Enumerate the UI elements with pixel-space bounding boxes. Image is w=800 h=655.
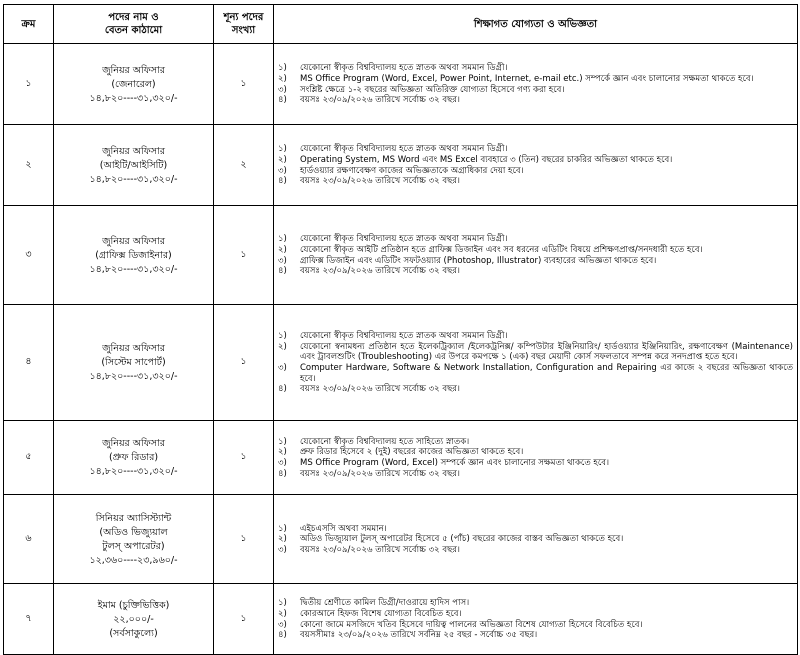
qualification-text: যেকোনো স্বীকৃত বিশ্ববিদ্যালয় হতে স্নাতক অথবা সমমান ডিগ্রী। <box>300 63 508 74</box>
table-row <box>4 421 798 495</box>
post-name-line: (অডিও ভিজ্যুয়াল <box>99 526 168 538</box>
job-circular-sheet <box>3 4 797 641</box>
qualification-text: বয়সঃ ২৩/০৯/২০২৬ তারিখে সর্বোচ্চ ৩২ বছর। <box>300 176 460 187</box>
qualification-item <box>276 630 793 641</box>
qualification-item <box>276 609 793 620</box>
qualification-text: দ্বিতীয় শ্রেণীতে কামিল ডিগ্রী/দাওরায়ে হাদিস পাস। <box>300 598 470 609</box>
qualification-cell <box>274 421 798 495</box>
qualification-text: MS Office Program (Word, Excel) সম্পর্কে জ্ঞান এবং চালানোর সক্ষমতা থাকতে হবে। <box>300 458 610 468</box>
qualification-cell <box>274 206 798 305</box>
qualification-item <box>276 437 793 448</box>
qualification-text: যেকোনো স্বীকৃত বিশ্ববিদ্যালয় হতে স্নাতক অথবা সমমান ডিগ্রী। <box>300 331 508 342</box>
post-name-cell <box>54 305 214 421</box>
vacancy-count-cell: ১ <box>214 206 274 305</box>
qualification-number: ২) <box>278 447 287 458</box>
qualification-text: বয়সসীমাঃ ২৩/০৯/২০২৬ তারিখে সর্বনিম্ন ২৫ বছর - সর্বোচ্চ ৩৫ বছর। <box>300 630 538 641</box>
table-row <box>4 584 798 655</box>
qualification-text: কোনো জামে মসজিদে খতিব হিসেবে দায়িত্ব পালনের অভিজ্ঞতা বিশেষ যোগ্যতা হিসেবে বিবেচিত হবে। <box>300 619 643 630</box>
qualification-text: যেকোনো স্বীকৃত বিশ্ববিদ্যালয় হতে সাহিত্যে স্নাতক। <box>300 436 470 447</box>
qualification-item <box>276 144 793 155</box>
qualification-cell <box>274 125 798 206</box>
post-name-line: জুনিয়র অফিসার <box>102 145 165 157</box>
qualification-number: ১) <box>278 63 287 74</box>
header-post-name-line2: বেতন কাঠামো <box>104 25 163 36</box>
qualification-number: ৩) <box>278 619 287 630</box>
qualification-number: ৩) <box>278 255 287 266</box>
qualification-cell <box>274 305 798 421</box>
qualification-item <box>276 469 793 480</box>
qualification-item <box>276 524 793 535</box>
salary-scale: ১২,৩৬০----২৩,৯৬০/- <box>89 554 178 566</box>
table-row <box>4 44 798 125</box>
qualification-number: ২) <box>278 534 287 545</box>
qualification-text: বয়সঃ ২৩/০৯/২০২৬ তারিখে সর্বোচ্চ ৩২ বছর। <box>300 468 460 479</box>
qualification-number: ৪) <box>278 266 287 277</box>
qualification-number: ২) <box>278 154 287 165</box>
qualification-item <box>276 63 793 74</box>
post-name-line: জুনিয়র অফিসার <box>102 235 165 247</box>
post-name-line: (প্রুফ রিডার) <box>108 452 159 463</box>
qualification-item <box>276 363 793 384</box>
post-name-cell <box>54 125 214 206</box>
vacancy-count-cell: ১ <box>214 421 274 495</box>
qualification-text: সংশ্লিষ্ট ক্ষেত্রে ১-২ বছরের অভিজ্ঞতা অতিরিক্ত যোগ্যতা হিসেবে গণ্য করা হবে। <box>300 84 565 95</box>
qualification-text: বয়সঃ ২৩/০৯/২০২৬ তারিখে সর্বোচ্চ ৩২ বছর। <box>300 95 460 106</box>
qualification-number: ৩) <box>278 165 287 176</box>
qualification-item <box>276 245 793 256</box>
qualification-number: ৩) <box>278 84 287 95</box>
qualification-number: ৩) <box>278 458 287 468</box>
qualification-number: ৩) <box>278 363 287 373</box>
qualification-number: ৪) <box>278 384 287 395</box>
qualification-number: ১) <box>278 331 287 342</box>
table-row <box>4 305 798 421</box>
post-name-line: (সিস্টেম সাপোর্ট) <box>101 357 166 368</box>
post-name-cell <box>54 44 214 125</box>
post-name-line: (গ্রাফিক্স ডিজাইনার) <box>95 249 172 261</box>
header-vacancy <box>214 5 274 44</box>
salary-scale: ২২,০০০/- <box>113 613 154 625</box>
qualification-number: ১) <box>278 523 287 534</box>
qualification-text: এইচএসসি অথবা সমমান। <box>300 523 387 534</box>
qualification-item <box>276 331 793 342</box>
qualification-item <box>276 95 793 106</box>
qualification-text: কোরআনে হিফজ বিশেষ যোগ্যতা বিবেচিত হবে। <box>300 608 462 619</box>
qualification-text: MS Office Program (Word, Excel, Power Point, Internet, e-mail etc.) সম্পর্কে জ্ঞান এবং চালানোর সক্ষমতা থাকতে হবে। <box>300 73 754 84</box>
qualification-number: ২) <box>278 73 287 84</box>
qualification-number: ৩) <box>278 544 287 555</box>
qualification-item <box>276 598 793 609</box>
qualification-text: যেকোনো স্বীকৃত আইটি প্রতিষ্ঠান হতে গ্রাফিক্স ডিজাইন এবং সব ধরনের এডিটিং বিষয়ে প্রশিক্ষণপ্রাপ্ত/সনদধারী হতে হবে। <box>300 244 703 255</box>
post-name-line: (জেনারেল) <box>111 78 156 90</box>
qualification-number: ৪) <box>278 468 287 479</box>
serial-cell: ১ <box>4 44 54 125</box>
header-vacancy-line2: সংখ্যা <box>231 25 256 36</box>
qualification-item <box>276 256 793 267</box>
qualification-item <box>276 384 793 395</box>
qualification-text: Operating System, MS Word এবং MS Excel ব্যবহারে ৩ (তিন) বছরের চাকরির অভিজ্ঞতা থাকতে হবে। <box>300 154 673 165</box>
post-name-line: জুনিয়র অফিসার <box>102 438 165 449</box>
vacancy-table <box>3 4 798 655</box>
header-vacancy-line1: শূন্য পদের <box>223 12 264 23</box>
qualification-number: ২) <box>278 608 287 619</box>
serial-cell: ২ <box>4 125 54 206</box>
qualification-item <box>276 534 793 545</box>
qualification-number: ২) <box>278 244 287 255</box>
salary-scale: ১৪,৮২০----৩১,৩২০/- <box>89 466 178 477</box>
post-name-cell <box>54 495 214 584</box>
post-name-line: জুনিয়র অফিসার <box>102 64 165 76</box>
post-name-cell <box>54 584 214 655</box>
qualification-text: যেকোনো স্বীকৃত বিশ্ববিদ্যালয় হতে স্নাতক অথবা সমমান ডিগ্রী। <box>300 234 508 245</box>
qualification-number: ১) <box>278 436 287 447</box>
qualification-number: ১) <box>278 234 287 245</box>
table-row <box>4 125 798 206</box>
qualification-text: যেকোনো স্বীকৃত বিশ্ববিদ্যালয় হতে স্নাতক অথবা সমমান ডিগ্রী। <box>300 144 508 155</box>
salary-note: (সর্বসাকুল্যে) <box>109 627 158 639</box>
qualification-number: ৪) <box>278 176 287 187</box>
qualification-text: প্রুফ রিডার হিসেবে ২ (দুই) বছরের কাজের অভিজ্ঞতা থাকতে হবে। <box>300 447 524 458</box>
serial-cell: ৫ <box>4 421 54 495</box>
qualification-text: গ্রাফিক্স ডিজাইন এবং এডিটিং সফটওয়্যার (Photoshop, Illustrator) ব্যবহারের অভিজ্ঞতা থাকতে হবে। <box>300 255 657 266</box>
table-row <box>4 495 798 584</box>
qualification-text: বয়সঃ ২৩/০৯/২০২৬ তারিখে সর্বোচ্চ ৩২ বছর। <box>300 544 460 555</box>
qualification-item <box>276 234 793 245</box>
qualification-cell <box>274 584 798 655</box>
vacancy-count-cell: ১ <box>214 495 274 584</box>
qualification-item <box>276 458 793 469</box>
vacancy-count-cell: ১ <box>214 44 274 125</box>
post-name-line: (আইটি/আইসিটি) <box>99 159 168 171</box>
header-post-name-line1: পদের নাম ও <box>108 12 159 23</box>
qualification-number: ১) <box>278 144 287 155</box>
qualification-number: ১) <box>278 598 287 609</box>
qualification-text: অডিও ভিজ্যুয়াল টুলস্ অপারেটর হিসেবে ৫ (পাঁচ) বছরের কাজের বাস্তব অভিজ্ঞতা থাকতে হবে। <box>300 534 624 545</box>
qualification-item <box>276 342 793 363</box>
post-name-line: জুনিয়র অফিসার <box>102 343 165 354</box>
table-body <box>4 44 798 655</box>
serial-cell: ৭ <box>4 584 54 655</box>
table-header-row <box>4 5 798 44</box>
qualification-text: যেকোনো স্বনামধন্য প্রতিষ্ঠান হতে ইলেকট্রিক্যাল /ইলেকট্রনিক্স/ কম্পিউটার ইঞ্জিনিয়ারিং/ হার্ডওয়্যার ইঞ্জিনিয়ারিং, রক্ষণাবেক্ষণ (Maintenance) এবং ট্রাবলশুটিং (Troubleshooting) এর উপরে কমপক্ষে ১ (এক) বছর মেয়াদী কোর্স সফলতাবে সম্পন্ন করে সনদপ্রাপ্ত হতে হবে। <box>300 341 793 363</box>
qualification-item <box>276 266 793 277</box>
qualification-item <box>276 447 793 458</box>
salary-scale: ১৪,৮২০----৩১,৩২০/- <box>89 371 178 382</box>
qualification-number: ৪) <box>278 630 287 641</box>
qualification-text: Computer Hardware, Software & Network Installation, Configuration and Repairing এর কাজে ২ বছরের অভিজ্ঞতা থাকতে হবে। <box>300 363 793 384</box>
qualification-item <box>276 74 793 85</box>
table-row <box>4 206 798 305</box>
serial-cell: ৩ <box>4 206 54 305</box>
qualification-item <box>276 166 793 177</box>
serial-cell: ৬ <box>4 495 54 584</box>
salary-scale: ১৪,৮২০----৩১,৩২০/- <box>89 173 178 185</box>
qualification-number: ২) <box>278 341 287 352</box>
qualification-item <box>276 155 793 166</box>
header-post-name <box>54 5 214 44</box>
post-name-line: সিনিয়র অ্যাসিস্ট্যান্ট <box>95 512 172 524</box>
qualification-item <box>276 620 793 631</box>
vacancy-count-cell: ১ <box>214 584 274 655</box>
qualification-item <box>276 176 793 187</box>
qualification-item <box>276 545 793 556</box>
vacancy-count-cell: ১ <box>214 305 274 421</box>
salary-scale: ১৪,৮২০----৩১,৩২০/- <box>89 263 178 275</box>
salary-scale: ১৪,৮২০----৩১,৩২০/- <box>89 92 178 104</box>
serial-cell: ৪ <box>4 305 54 421</box>
post-name-line: ইমাম (চুক্তিভিত্তিক) <box>97 599 170 611</box>
qualification-text: বয়সঃ ২৩/০৯/২০২৬ তারিখে সর্বোচ্চ ৩২ বছর। <box>300 266 460 277</box>
post-name-cell <box>54 206 214 305</box>
vacancy-count-cell: ২ <box>214 125 274 206</box>
qualification-text: বয়সঃ ২৩/০৯/২০২৬ তারিখে সর্বোচ্চ ৩২ বছর। <box>300 384 460 395</box>
qualification-cell <box>274 495 798 584</box>
qualification-number: ৪) <box>278 95 287 106</box>
header-qualification: শিক্ষাগত যোগ্যতা ও অভিজ্ঞতা <box>274 5 798 44</box>
qualification-item <box>276 85 793 96</box>
qualification-text: হার্ডওয়্যার রক্ষণাবেক্ষণ কাজের অভিজ্ঞতাকে অগ্রাধিকার দেয়া হবে। <box>300 165 524 176</box>
post-name-cell <box>54 421 214 495</box>
header-serial: ক্রম <box>4 5 54 44</box>
qualification-cell <box>274 44 798 125</box>
post-name-line: টুলস্ অপারেটর) <box>102 540 165 552</box>
